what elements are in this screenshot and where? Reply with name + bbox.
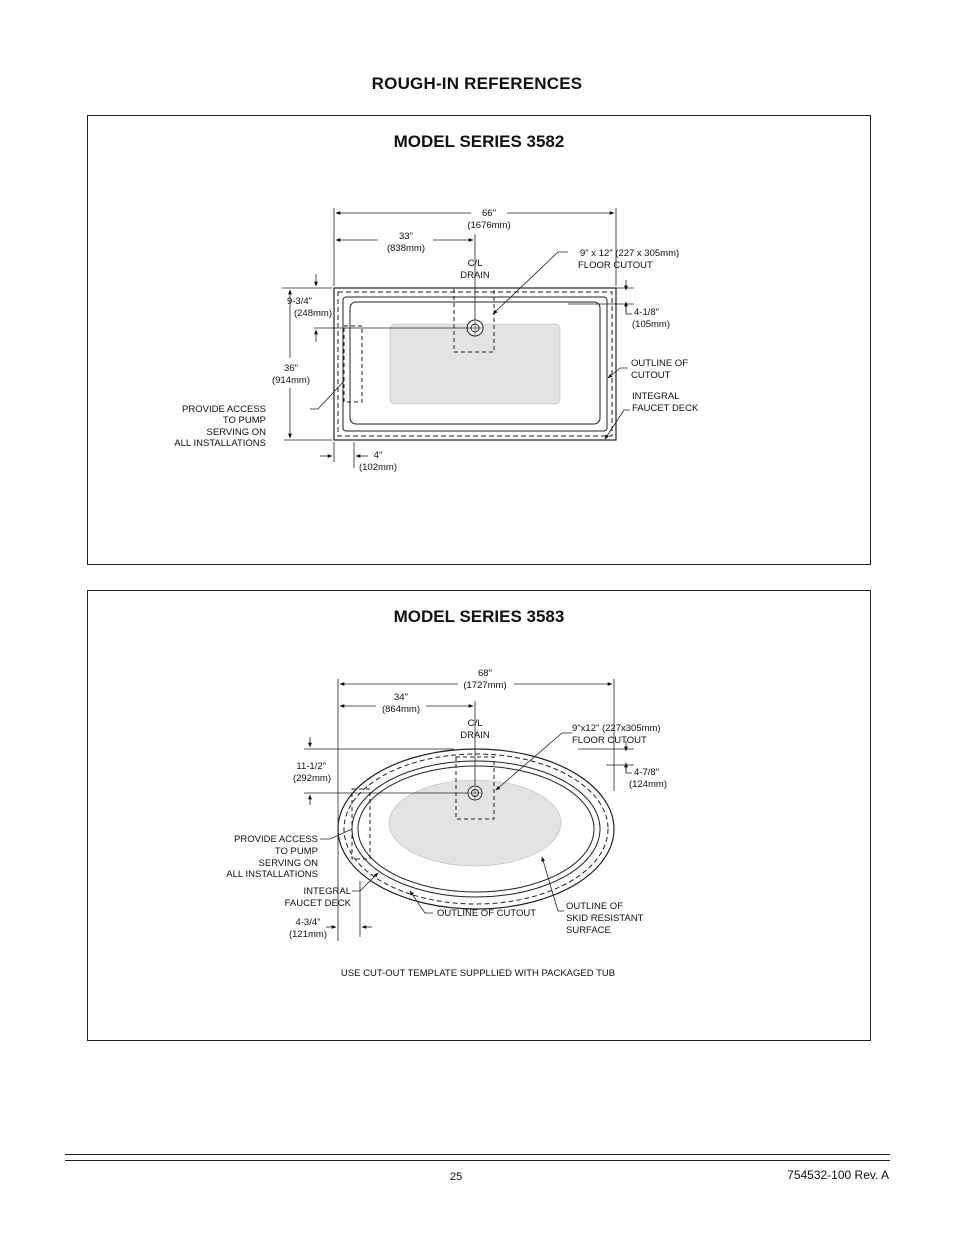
- cl-drain-label: C/L: [467, 258, 483, 269]
- faucet-deck-label-2: FAUCET DECK: [632, 403, 699, 414]
- dim-34-label: 34": [394, 692, 408, 703]
- dim-9-3-4-mm-label: (248mm): [293, 308, 332, 319]
- dim-4-7-8-mm-label: (124mm): [629, 779, 668, 790]
- dim-11-1-2-label: 11-1/2": [296, 761, 326, 772]
- floor-cutout-label: 9" x 12" (227 x 305mm): [580, 248, 680, 259]
- outline-cutout-label: OUTLINE OF: [631, 358, 689, 369]
- model-3582-panel: [87, 115, 871, 565]
- skid-surface-label-2: SKID RESISTANT: [566, 913, 644, 924]
- pump-access-label-4: ALL INSTALLATIONS: [174, 438, 266, 449]
- dim-68-mm-label: (1727mm): [463, 680, 507, 691]
- dim-66-mm-label: (1676mm): [467, 220, 511, 231]
- floor-cutout-label-2: FLOOR CUTOUT: [572, 735, 647, 746]
- cl-drain-label: C/L: [467, 718, 483, 729]
- dim-33-label: 33": [399, 231, 413, 242]
- dim-33-mm-label: (838mm): [386, 243, 426, 254]
- tub-3582-drawing: [88, 116, 870, 564]
- footer-rule-2: [65, 1160, 890, 1161]
- pump-access-label: PROVIDE ACCESS: [182, 404, 266, 415]
- page-title: ROUGH-IN REFERENCES: [371, 74, 583, 93]
- document-number: 754532-100 Rev. A: [787, 1168, 889, 1182]
- dim-4-mm-label: (102mm): [358, 462, 398, 473]
- dim-9-3-4-label: 9-3/4": [286, 296, 312, 307]
- dim-11-1-2-mm-label: (292mm): [292, 773, 331, 784]
- model-3583-panel: [87, 590, 871, 1041]
- pump-access-label-3: SERVING ON: [206, 427, 266, 438]
- dim-4-1-8-mm-label: (105mm): [632, 319, 671, 330]
- pump-access-label: PROVIDE ACCESS: [234, 834, 318, 845]
- dim-36-label: 36": [284, 363, 298, 374]
- dim-4-label: 4": [373, 450, 383, 461]
- pump-access-label-4: ALL INSTALLATIONS: [226, 869, 318, 880]
- dim-66-label: 66": [482, 208, 496, 219]
- dim-4-1-8-label: 4-1/8": [634, 307, 660, 318]
- outline-cutout-label: OUTLINE OF CUTOUT: [437, 908, 537, 919]
- pump-access-label-3: SERVING ON: [258, 858, 318, 869]
- footer-rule: [65, 1154, 890, 1155]
- dim-4-3-4-label: 4-3/4": [295, 917, 321, 928]
- pump-access-label-2: TO PUMP: [274, 846, 318, 857]
- floor-cutout-label: 9"x12" (227x305mm): [572, 723, 661, 734]
- dim-34-mm-label: (864mm): [381, 704, 421, 715]
- cl-drain-label-2: DRAIN: [460, 270, 490, 281]
- page-number: 25: [450, 1171, 463, 1183]
- dim-68-label: 68": [478, 668, 492, 679]
- faucet-deck-label: INTEGRAL: [303, 886, 351, 897]
- tub-3583-drawing: [88, 591, 870, 1040]
- skid-surface-label-3: SURFACE: [566, 925, 611, 936]
- faucet-deck-label-2: FAUCET DECK: [284, 898, 351, 909]
- floor-cutout-label-2: FLOOR CUTOUT: [578, 260, 653, 271]
- model-3583-title: MODEL SERIES 3583: [393, 607, 565, 626]
- cl-drain-label-2: DRAIN: [460, 730, 490, 741]
- template-note: USE CUT-OUT TEMPLATE SUPPLLIED WITH PACKAGED TUB: [340, 968, 616, 979]
- dim-36-mm-label: (914mm): [271, 375, 310, 386]
- dim-4-7-8-label: 4-7/8": [634, 767, 660, 778]
- pump-access-outline: [344, 326, 362, 402]
- dim-4-3-4-mm-label: (121mm): [288, 929, 328, 940]
- skid-surface-label: OUTLINE OF: [566, 901, 624, 912]
- model-3582-title: MODEL SERIES 3582: [393, 132, 565, 151]
- outline-cutout-label-2: CUTOUT: [631, 370, 671, 381]
- faucet-deck-label: INTEGRAL: [632, 391, 680, 402]
- pump-access-label-2: TO PUMP: [222, 415, 266, 426]
